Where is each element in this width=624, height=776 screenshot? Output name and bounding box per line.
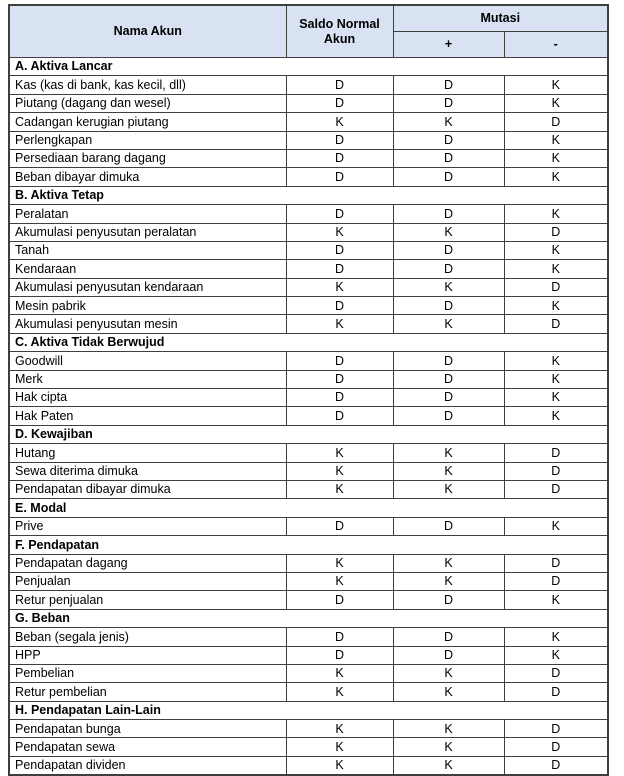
account-row <box>9 389 608 407</box>
mutasi-plus-value-cell: D <box>393 389 504 407</box>
mutasi-minus-value-cell: D <box>504 462 608 480</box>
mutasi-minus-value-cell: D <box>504 664 608 682</box>
account-row <box>9 149 608 167</box>
saldo-normal-value-cell: D <box>286 591 393 609</box>
account-row <box>9 756 608 775</box>
account-name-cell: Penjualan <box>9 572 286 590</box>
mutasi-plus-value-cell: D <box>393 205 504 223</box>
mutasi-minus-value-cell: K <box>504 260 608 278</box>
mutasi-plus-value-cell: D <box>393 260 504 278</box>
column-header-nama-akun: Nama Akun <box>9 5 286 58</box>
account-name-cell: Merk <box>9 370 286 388</box>
mutasi-minus-value-cell: D <box>504 756 608 775</box>
account-name-cell: Hak Paten <box>9 407 286 425</box>
account-name-cell: Hak cipta <box>9 389 286 407</box>
account-name-cell: Perlengkapan <box>9 131 286 149</box>
section-row <box>9 609 608 627</box>
mutasi-plus-value-cell: K <box>393 572 504 590</box>
mutasi-minus-value-cell: D <box>504 223 608 241</box>
saldo-normal-value-cell: D <box>286 352 393 370</box>
mutasi-plus-value-cell: D <box>393 76 504 94</box>
saldo-normal-value-cell: K <box>286 756 393 775</box>
account-row <box>9 278 608 296</box>
saldo-normal-value-cell: D <box>286 517 393 535</box>
mutasi-plus-value-cell: K <box>393 756 504 775</box>
account-row <box>9 517 608 535</box>
saldo-normal-value-cell: K <box>286 315 393 333</box>
account-name-cell: HPP <box>9 646 286 664</box>
mutasi-plus-value-cell: D <box>393 628 504 646</box>
account-name-cell: Prive <box>9 517 286 535</box>
mutasi-plus-value-cell: D <box>393 94 504 112</box>
account-row <box>9 94 608 112</box>
section-label: D. Kewajiban <box>9 425 608 443</box>
mutasi-minus-value-cell: K <box>504 646 608 664</box>
mutasi-minus-value-cell: K <box>504 407 608 425</box>
mutasi-plus-value-cell: K <box>393 738 504 756</box>
mutasi-minus-value-cell: D <box>504 278 608 296</box>
account-row <box>9 738 608 756</box>
mutasi-plus-value-cell: K <box>393 278 504 296</box>
account-row <box>9 480 608 498</box>
mutasi-plus-value-cell: D <box>393 352 504 370</box>
account-name-cell: Beban dibayar dimuka <box>9 168 286 186</box>
section-row <box>9 58 608 76</box>
saldo-normal-value-cell: D <box>286 205 393 223</box>
account-row <box>9 297 608 315</box>
mutasi-minus-value-cell: D <box>504 444 608 462</box>
account-row <box>9 646 608 664</box>
mutasi-minus-value-cell: D <box>504 683 608 701</box>
mutasi-plus-value-cell: D <box>393 297 504 315</box>
mutasi-minus-value-cell: K <box>504 370 608 388</box>
account-row <box>9 260 608 278</box>
mutasi-plus-value-cell: D <box>393 646 504 664</box>
mutasi-minus-value-cell: K <box>504 297 608 315</box>
mutasi-minus-value-cell: K <box>504 628 608 646</box>
saldo-normal-value-cell: D <box>286 389 393 407</box>
section-row <box>9 425 608 443</box>
mutasi-minus-value-cell: D <box>504 720 608 738</box>
account-name-cell: Hutang <box>9 444 286 462</box>
column-header-mutasi-minus: - <box>504 32 608 58</box>
account-normal-balance-table <box>8 4 609 776</box>
mutasi-plus-value-cell: D <box>393 407 504 425</box>
mutasi-plus-value-cell: K <box>393 480 504 498</box>
mutasi-minus-value-cell: K <box>504 76 608 94</box>
saldo-normal-value-cell: K <box>286 572 393 590</box>
mutasi-plus-value-cell: K <box>393 664 504 682</box>
section-label: G. Beban <box>9 609 608 627</box>
account-row <box>9 664 608 682</box>
account-name-cell: Pendapatan sewa <box>9 738 286 756</box>
mutasi-minus-value-cell: K <box>504 241 608 259</box>
account-row <box>9 76 608 94</box>
account-name-cell: Piutang (dagang dan wesel) <box>9 94 286 112</box>
account-row <box>9 407 608 425</box>
mutasi-minus-value-cell: D <box>504 554 608 572</box>
account-name-cell: Pendapatan dividen <box>9 756 286 775</box>
mutasi-plus-value-cell: D <box>393 149 504 167</box>
mutasi-minus-value-cell: K <box>504 94 608 112</box>
account-row <box>9 315 608 333</box>
mutasi-minus-value-cell: D <box>504 572 608 590</box>
saldo-normal-value-cell: K <box>286 113 393 131</box>
saldo-normal-value-cell: K <box>286 480 393 498</box>
account-row <box>9 370 608 388</box>
account-row <box>9 223 608 241</box>
mutasi-minus-value-cell: K <box>504 591 608 609</box>
column-header-mutasi-plus: + <box>393 32 504 58</box>
account-name-cell: Peralatan <box>9 205 286 223</box>
account-name-cell: Tanah <box>9 241 286 259</box>
section-label: C. Aktiva Tidak Berwujud <box>9 333 608 351</box>
account-name-cell: Pendapatan bunga <box>9 720 286 738</box>
saldo-normal-value-cell: D <box>286 241 393 259</box>
account-row <box>9 462 608 480</box>
account-row <box>9 444 608 462</box>
column-header-mutasi: Mutasi <box>393 5 608 32</box>
mutasi-plus-value-cell: K <box>393 554 504 572</box>
section-label: A. Aktiva Lancar <box>9 58 608 76</box>
mutasi-plus-value-cell: D <box>393 591 504 609</box>
account-row <box>9 683 608 701</box>
saldo-normal-value-cell: K <box>286 720 393 738</box>
saldo-normal-value-cell: K <box>286 444 393 462</box>
mutasi-minus-value-cell: D <box>504 113 608 131</box>
section-row <box>9 186 608 204</box>
mutasi-plus-value-cell: K <box>393 720 504 738</box>
header-row-1 <box>9 5 608 32</box>
account-name-cell: Retur penjualan <box>9 591 286 609</box>
account-name-cell: Kendaraan <box>9 260 286 278</box>
account-row <box>9 572 608 590</box>
account-name-cell: Beban (segala jenis) <box>9 628 286 646</box>
saldo-normal-value-cell: D <box>286 94 393 112</box>
mutasi-plus-value-cell: K <box>393 444 504 462</box>
saldo-normal-value-cell: K <box>286 664 393 682</box>
account-name-cell: Cadangan kerugian piutang <box>9 113 286 131</box>
account-row <box>9 241 608 259</box>
account-row <box>9 113 608 131</box>
section-label: F. Pendapatan <box>9 536 608 554</box>
column-header-saldo-normal-akun: Saldo Normal Akun <box>286 5 393 58</box>
section-label: E. Modal <box>9 499 608 517</box>
mutasi-minus-value-cell: K <box>504 205 608 223</box>
mutasi-minus-value-cell: K <box>504 168 608 186</box>
saldo-normal-value-cell: D <box>286 260 393 278</box>
section-row <box>9 701 608 719</box>
saldo-normal-value-cell: K <box>286 683 393 701</box>
saldo-normal-value-cell: K <box>286 554 393 572</box>
mutasi-plus-value-cell: K <box>393 113 504 131</box>
account-row <box>9 131 608 149</box>
mutasi-plus-value-cell: K <box>393 683 504 701</box>
mutasi-plus-value-cell: D <box>393 241 504 259</box>
mutasi-plus-value-cell: K <box>393 462 504 480</box>
account-name-cell: Pendapatan dagang <box>9 554 286 572</box>
account-row <box>9 352 608 370</box>
account-name-cell: Akumulasi penyusutan peralatan <box>9 223 286 241</box>
account-name-cell: Akumulasi penyusutan kendaraan <box>9 278 286 296</box>
section-label: H. Pendapatan Lain-Lain <box>9 701 608 719</box>
mutasi-minus-value-cell: K <box>504 131 608 149</box>
account-name-cell: Pembelian <box>9 664 286 682</box>
table-body <box>9 58 608 776</box>
account-row <box>9 205 608 223</box>
account-row <box>9 628 608 646</box>
saldo-normal-value-cell: D <box>286 168 393 186</box>
saldo-normal-value-cell: K <box>286 462 393 480</box>
mutasi-minus-value-cell: D <box>504 480 608 498</box>
mutasi-plus-value-cell: K <box>393 223 504 241</box>
saldo-normal-value-cell: D <box>286 407 393 425</box>
account-row <box>9 591 608 609</box>
table-header <box>9 5 608 58</box>
account-name-cell: Persediaan barang dagang <box>9 149 286 167</box>
saldo-normal-value-cell: D <box>286 370 393 388</box>
mutasi-minus-value-cell: D <box>504 738 608 756</box>
mutasi-plus-value-cell: D <box>393 517 504 535</box>
mutasi-minus-value-cell: K <box>504 389 608 407</box>
mutasi-minus-value-cell: K <box>504 517 608 535</box>
account-name-cell: Goodwill <box>9 352 286 370</box>
mutasi-minus-value-cell: D <box>504 315 608 333</box>
saldo-normal-value-cell: K <box>286 738 393 756</box>
saldo-normal-value-cell: D <box>286 646 393 664</box>
account-name-cell: Retur pembelian <box>9 683 286 701</box>
account-name-cell: Kas (kas di bank, kas kecil, dll) <box>9 76 286 94</box>
saldo-normal-value-cell: K <box>286 278 393 296</box>
saldo-normal-value-cell: D <box>286 149 393 167</box>
section-label: B. Aktiva Tetap <box>9 186 608 204</box>
account-name-cell: Pendapatan dibayar dimuka <box>9 480 286 498</box>
account-row <box>9 168 608 186</box>
mutasi-plus-value-cell: D <box>393 168 504 186</box>
mutasi-plus-value-cell: D <box>393 131 504 149</box>
saldo-normal-value-cell: K <box>286 223 393 241</box>
mutasi-plus-value-cell: D <box>393 370 504 388</box>
saldo-normal-value-cell: D <box>286 297 393 315</box>
account-name-cell: Akumulasi penyusutan mesin <box>9 315 286 333</box>
saldo-normal-value-cell: D <box>286 628 393 646</box>
saldo-normal-value-cell: D <box>286 76 393 94</box>
saldo-normal-value-cell: D <box>286 131 393 149</box>
account-name-cell: Sewa diterima dimuka <box>9 462 286 480</box>
section-row <box>9 333 608 351</box>
section-row <box>9 499 608 517</box>
mutasi-minus-value-cell: K <box>504 149 608 167</box>
mutasi-plus-value-cell: K <box>393 315 504 333</box>
section-row <box>9 536 608 554</box>
account-name-cell: Mesin pabrik <box>9 297 286 315</box>
account-row <box>9 720 608 738</box>
account-row <box>9 554 608 572</box>
mutasi-minus-value-cell: K <box>504 352 608 370</box>
